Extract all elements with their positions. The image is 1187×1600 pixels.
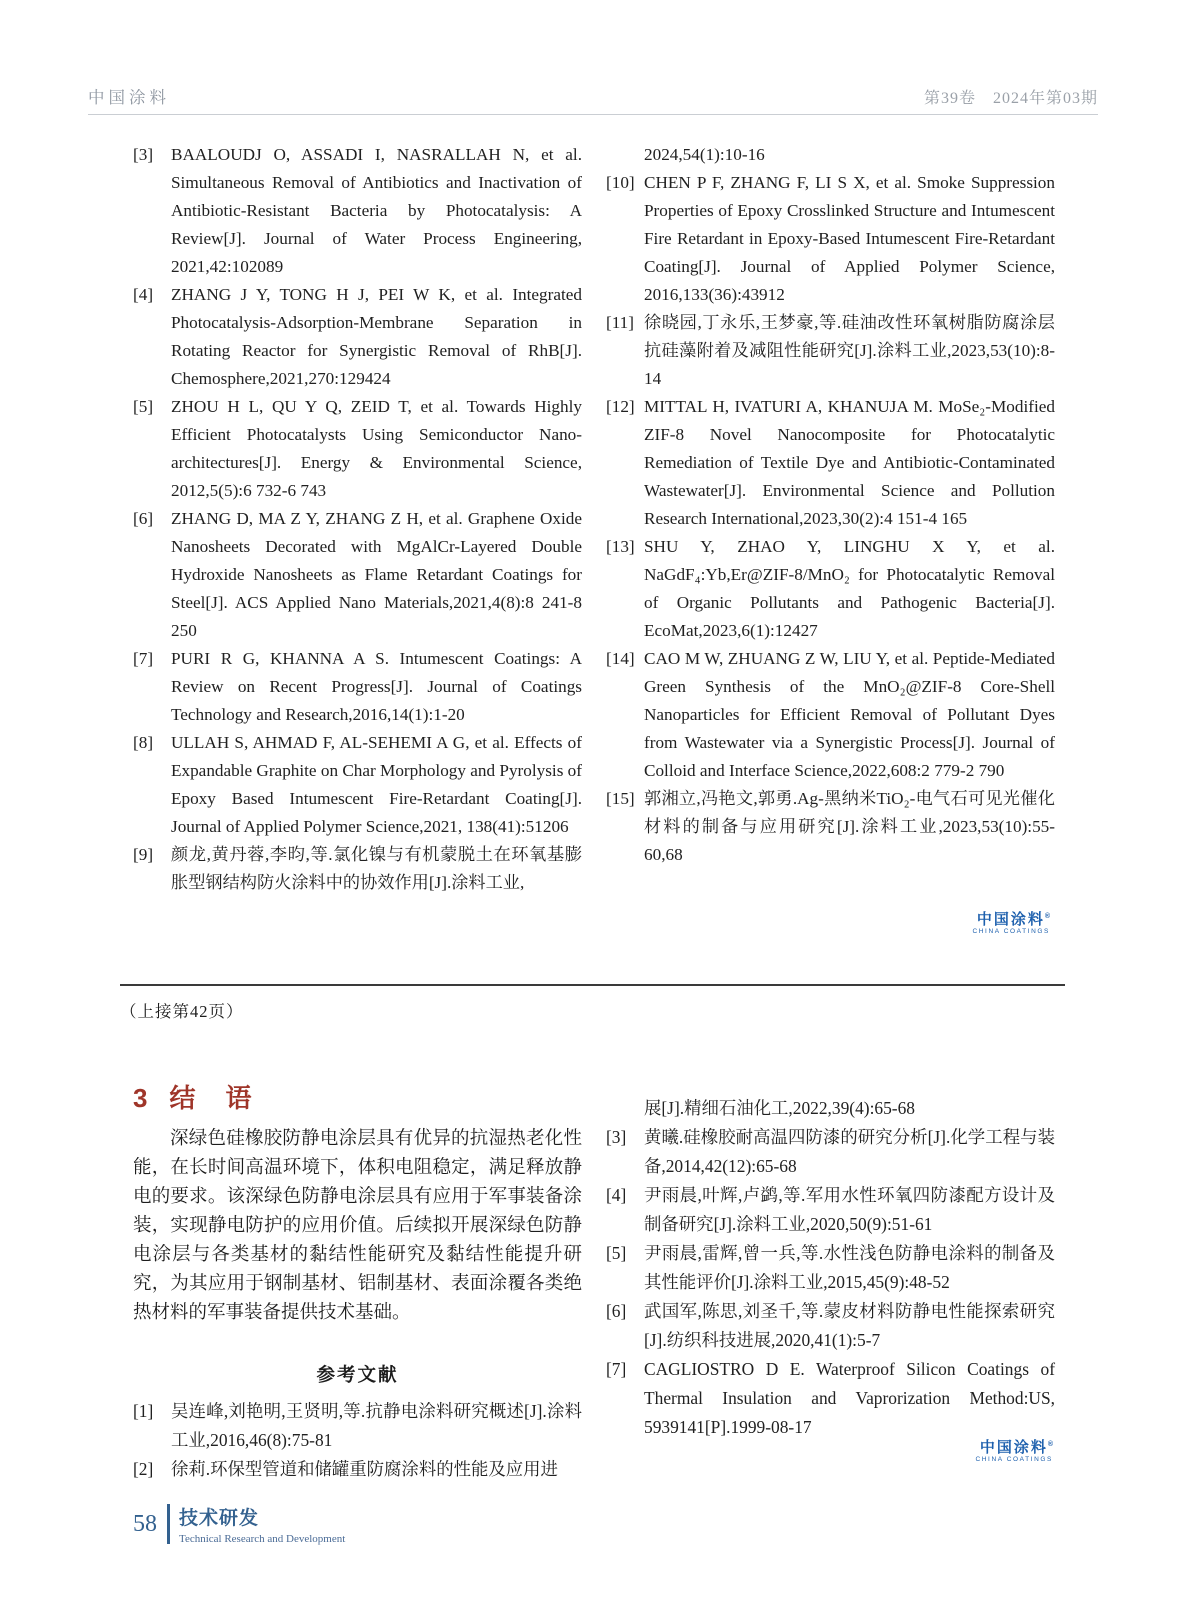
reference-text: CHEN P F, ZHANG F, LI S X, et al. Smoke Suppression Properties of Epoxy Crosslinked Structure and Intumescent Fire Retardant in Epoxy-Based Intumescent Fire-Retardant Coating[J]. Journal of Applied Polymer Science, 2016,133(36):43912 <box>644 173 1055 304</box>
reference-text: CAO M W, ZHUANG Z W, LIU Y, et al. Peptide-Mediated Green Synthesis of the MnO₂@ZIF-8 Core-Shell Nanoparticles for Efficient Removal of Pollutant Dyes from Wastewater via a Synergistic Process[J]. Journal of Colloid and Interface Science,2022,608:2 779-2 790 <box>644 649 1055 780</box>
reference-text: 2024,54(1):10-16 <box>644 145 765 164</box>
reference-text: 徐莉.环保型管道和储罐重防腐涂料的性能及应用进 <box>171 1459 558 1479</box>
footer <box>133 1503 345 1545</box>
issue-info: 第39卷 2024年第03期 <box>923 90 1098 107</box>
reference-item <box>133 729 582 841</box>
reference-item <box>606 785 1055 869</box>
logo-registered-mark: ® <box>1047 1441 1053 1448</box>
reference-text: ZHANG D, MA Z Y, ZHANG Z H, et al. Graphene Oxide Nanosheets Decorated with MgAlCr-Layered Double Hydroxide Nanosheets as Flame Retardant Coatings for Steel[J]. ACS Applied Nano Materials,2021,4(8):8 241-8 250 <box>171 509 582 640</box>
reference-number: [7] <box>606 1359 627 1379</box>
reference-number: [12] <box>606 397 635 416</box>
logo-subtitle: CHINA COATINGS <box>972 928 1050 935</box>
reference-number: [15] <box>606 789 635 808</box>
reference-item <box>606 1123 1055 1181</box>
reference-text: PURI R G, KHANNA A S. Intumescent Coatings: A Review on Recent Progress[J]. Journal of Coatings Technology and Research,2016,14(1):1-20 <box>171 649 582 724</box>
reference-item <box>133 141 582 281</box>
reference-number: [3] <box>606 1127 627 1147</box>
reference-text: MITTAL H, IVATURI A, KHANUJA M. MoSe₂-Modified ZIF-8 Novel Nanocomposite for Photocatalytic Remediation of Textile Dye and Antibiotic-Contaminated Wastewater[J]. Environmental Science and Pollution Research International,2023,30(2):4 151-4 165 <box>644 397 1055 528</box>
reference-item <box>606 393 1055 533</box>
china-coatings-logo <box>975 1440 1053 1464</box>
reference-item <box>606 1297 1055 1355</box>
reference-item <box>133 505 582 645</box>
continuation-note: （上接第42页） <box>120 1002 244 1021</box>
journal-name: 中国涂料 <box>88 88 170 107</box>
reference-text: 吴连峰,刘艳明,王贤明,等.抗静电涂料研究概述[J].涂料工业,2016,46(8):75-81 <box>171 1401 582 1450</box>
reference-text: CAGLIOSTRO D E. Waterproof Silicon Coatings of Thermal Insulation and Vaprorization Method:US, 5939141[P].1999-08-17 <box>644 1359 1055 1437</box>
reference-item <box>606 309 1055 393</box>
reference-number: [14] <box>606 649 635 668</box>
footer-section-title: 技术研发 <box>179 1508 260 1529</box>
reference-item <box>606 1355 1055 1442</box>
reference-continuation <box>606 141 1055 169</box>
reference-item <box>606 533 1055 645</box>
reference-text: 徐晓园,丁永乐,王梦豪,等.硅油改性环氧树脂防腐涂层抗硅藻附着及减阻性能研究[J].涂料工业,2023,53(10):8-14 <box>644 313 1055 388</box>
logo-registered-mark: ® <box>1044 913 1050 920</box>
reference-text: 尹雨晨,雷辉,曾一兵,等.水性浅色防静电涂料的制备及其性能评价[J].涂料工业,2015,45(9):48-52 <box>644 1243 1055 1292</box>
reference-item <box>606 645 1055 785</box>
reference-number: [5] <box>606 1243 627 1263</box>
reference-text: 展[J].精细石油化工,2022,39(4):65-68 <box>644 1098 915 1118</box>
section-heading <box>133 1078 582 1115</box>
logo-wordmark <box>975 1440 1053 1455</box>
bottom-section <box>133 1078 1055 1484</box>
top-references-right-column <box>606 141 1055 897</box>
reference-item <box>133 645 582 729</box>
reference-item <box>133 1397 582 1455</box>
reference-item <box>133 1455 582 1484</box>
reference-continuation <box>606 1094 1055 1123</box>
reference-number: [5] <box>133 397 154 416</box>
reference-number: [6] <box>606 1301 627 1321</box>
reference-number: [13] <box>606 537 635 556</box>
footer-section-subtitle: Technical Research and Development <box>179 1533 346 1545</box>
section-divider <box>120 984 1065 986</box>
reference-text: 武国军,陈思,刘圣千,等.蒙皮材料防静电性能探索研究[J].纺织科技进展,2020,41(1):5-7 <box>644 1301 1055 1350</box>
logo-text: 中国涂料 <box>979 1439 1048 1456</box>
reference-text: 黄曦.硅橡胶耐高温四防漆的研究分析[J].化学工程与装备,2014,42(12):65-68 <box>644 1127 1055 1176</box>
section-title: 结 语 <box>169 1083 254 1113</box>
references-heading: 参考文献 <box>316 1364 399 1385</box>
reference-number: [9] <box>133 845 154 864</box>
logo-text: 中国涂料 <box>976 911 1045 928</box>
footer-divider-bar <box>167 1504 170 1544</box>
reference-text: SHU Y, ZHAO Y, LINGHU X Y, et al. NaGdF₄:Yb,Er@ZIF-8/MnO₂ for Photocatalytic Removal of Organic Pollutants and Pathogenic Bacteria[J]. EcoMat,2023,6(1):12427 <box>644 537 1055 640</box>
reference-number: [2] <box>133 1459 154 1479</box>
reference-number: [1] <box>133 1401 154 1421</box>
bottom-left-column <box>133 1078 582 1484</box>
page-header <box>88 84 1098 115</box>
conclusion-paragraph: 深绿色硅橡胶防静电涂层具有优异的抗湿热老化性能，在长时间高温环境下，体积电阻稳定，满足释放静电的要求。该深绿色防静电涂层具有应用于军事装备涂装，实现静电防护的应用价值。后续拟开展深绿色防静电涂层与各类基材的黏结性能研究及黏结性能提升研究，为其应用于钢制基材、铝制基材、表面涂覆各类绝热材料的军事装备提供技术基础。 <box>133 1129 582 1323</box>
top-references <box>133 141 1055 897</box>
section-number: 3 <box>133 1083 150 1113</box>
reference-item <box>606 169 1055 309</box>
reference-number: [11] <box>606 313 634 332</box>
footer-section <box>179 1503 345 1545</box>
reference-number: [4] <box>606 1185 627 1205</box>
reference-number: [10] <box>606 173 635 192</box>
reference-number: [4] <box>133 285 154 304</box>
reference-item <box>606 1181 1055 1239</box>
reference-text: 郭湘立,冯艳文,郭勇.Ag-黑纳米TiO₂-电气石可见光催化材料的制备与应用研究[J].涂料工业,2023,53(10):55-60,68 <box>644 789 1055 864</box>
reference-text: ZHANG J Y, TONG H J, PEI W K, et al. Integrated Photocatalysis-Adsorption-Membrane Separation in Rotating Reactor for Synergistic Removal of RhB[J]. Chemosphere,2021,270:129424 <box>171 285 582 388</box>
reference-item <box>133 393 582 505</box>
reference-item <box>133 281 582 393</box>
china-coatings-logo <box>972 912 1050 936</box>
logo-subtitle: CHINA COATINGS <box>975 1456 1053 1463</box>
reference-number: [8] <box>133 733 154 752</box>
reference-text: ZHOU H L, QU Y Q, ZEID T, et al. Towards Highly Efficient Photocatalysts Using Semiconductor Nano-architectures[J]. Energy & Environmental Science, 2012,5(5):6 732-6 743 <box>171 397 582 500</box>
reference-text: 颜龙,黄丹蓉,李昀,等.氯化镍与有机蒙脱土在环氧基膨胀型钢结构防火涂料中的协效作用[J].涂料工业, <box>171 845 582 892</box>
reference-number: [7] <box>133 649 154 668</box>
top-references-left-column <box>133 141 582 897</box>
reference-number: [3] <box>133 145 154 164</box>
reference-number: [6] <box>133 509 154 528</box>
reference-text: 尹雨晨,叶辉,卢鹢,等.军用水性环氧四防漆配方设计及制备研究[J].涂料工业,2020,50(9):51-61 <box>644 1185 1055 1234</box>
page-number: 58 <box>133 1510 157 1537</box>
bottom-right-column <box>606 1094 1055 1484</box>
reference-item <box>606 1239 1055 1297</box>
reference-text: ULLAH S, AHMAD F, AL-SEHEMI A G, et al. Effects of Expandable Graphite on Char Morphology and Pyrolysis of Epoxy Based Intumescent Fire-Retardant Coating[J]. Journal of Applied Polymer Science,2021, 138(41):51206 <box>171 733 582 836</box>
reference-text: BAALOUDJ O, ASSADI I, NASRALLAH N, et al. Simultaneous Removal of Antibiotics and Inactivation of Antibiotic-Resistant Bacteria by Photocatalysis: A Review[J]. Journal of Water Process Engineering, 2021,42:102089 <box>171 145 582 276</box>
logo-wordmark <box>972 912 1050 927</box>
reference-item <box>133 841 582 897</box>
